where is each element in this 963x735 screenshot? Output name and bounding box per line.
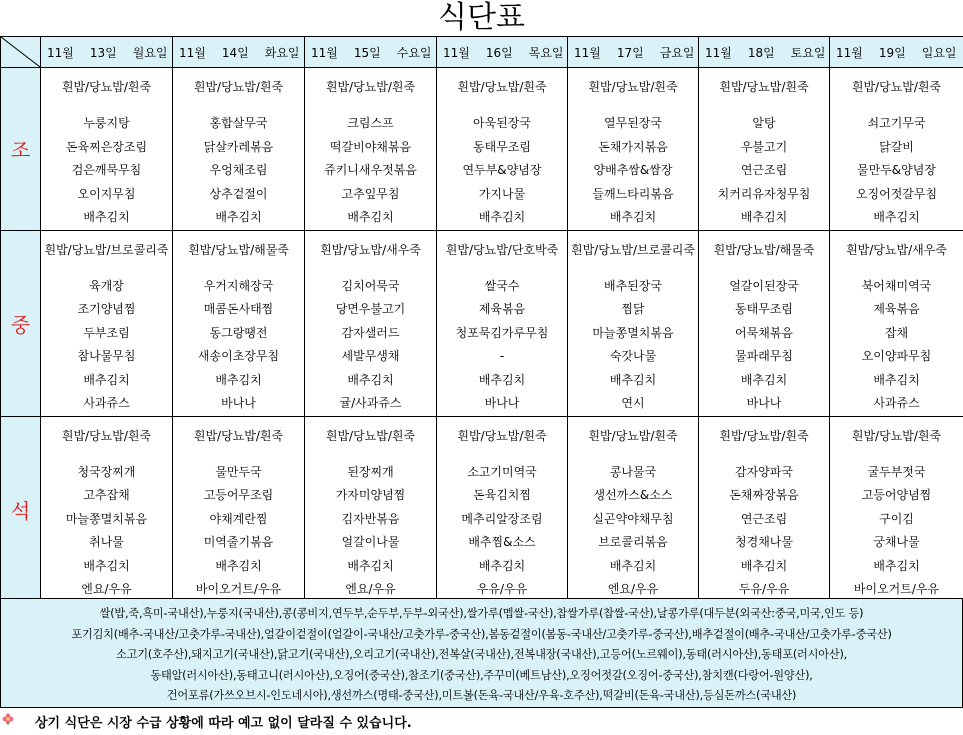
meal-label: 중 xyxy=(1,230,41,416)
corner-cell xyxy=(1,37,41,68)
dish-item: 찜닭 xyxy=(621,302,645,316)
meal-row xyxy=(1,416,963,602)
rice-options: 흰밥/당뇨밥/단호박죽 xyxy=(445,242,559,257)
dish-item: 고추잡채 xyxy=(83,488,130,502)
spacer xyxy=(305,447,436,461)
menu-cell xyxy=(437,416,568,602)
menu-cell xyxy=(830,416,963,602)
dish-item: 엔요/우유 xyxy=(607,582,659,596)
dish-item: 엔요/우유 xyxy=(345,582,396,596)
dish-item: 청경채나물 xyxy=(735,535,793,549)
day-date: 13일 xyxy=(89,45,117,60)
rice-options: 흰밥/당뇨밥/흰죽 xyxy=(851,428,942,443)
rice-options: 흰밥/당뇨밥/흰죽 xyxy=(719,428,809,443)
day-month: 11월 xyxy=(311,45,338,60)
menu-cell xyxy=(41,68,173,231)
dish-item: 사과쥬스 xyxy=(83,396,130,410)
day-weekday: 금요일 xyxy=(659,45,695,60)
dish-item: 배추김치 xyxy=(740,558,788,573)
rice-options: 흰밥/당뇨밥/새우죽 xyxy=(846,242,947,257)
rice-options: 흰밥/당뇨밥/새우죽 xyxy=(320,242,421,257)
dish-item: 얼갈이나물 xyxy=(341,535,400,549)
dish-item: 열무된장국 xyxy=(604,116,662,130)
dish-item: 물만두국 xyxy=(215,464,262,479)
footer-note: 상기 식단은 시장 수급 상황에 따라 예고 없이 달라질 수 있습니다. xyxy=(35,716,412,731)
dish-item: 배추김치 xyxy=(740,210,788,224)
dish-item: 연근조림 xyxy=(740,511,788,526)
dish-item: 마늘쫑멸치볶음 xyxy=(65,511,148,526)
dish-item: 브로콜리볶음 xyxy=(598,535,668,549)
dish-item: 김자반볶음 xyxy=(341,511,400,526)
day-month: 11월 xyxy=(574,45,601,60)
dish-item: 된장찌개 xyxy=(347,464,394,479)
footer xyxy=(0,711,963,733)
dish-item: 엔요/우유 xyxy=(81,582,132,596)
flower-icon xyxy=(2,713,14,725)
dish-item: 참나물무침 xyxy=(77,349,136,363)
menu-cell xyxy=(568,230,699,416)
dish-item: 들깨느타리볶음 xyxy=(592,186,674,201)
dish-item: 조기양념찜 xyxy=(77,302,136,316)
rice-options: 흰밥/당뇨밥/흰죽 xyxy=(457,428,547,443)
dish-item: 닭살카레볶음 xyxy=(203,139,274,154)
page-title: 식단표 xyxy=(438,0,525,35)
day-month: 11월 xyxy=(705,45,732,60)
dish-item: 미역줄기볶음 xyxy=(203,535,274,549)
day-month: 11월 xyxy=(179,45,206,60)
dish-item: 마늘쫑멸치볶음 xyxy=(592,325,674,340)
dish-item: 배추김치 xyxy=(609,372,657,387)
rice-options: 흰밥/당뇨밥/해물죽 xyxy=(188,242,289,257)
menu-cell xyxy=(568,416,699,602)
rice-options: 흰밥/당뇨밥/브로콜리죽 xyxy=(570,242,695,257)
dish-item: 홍합살무국 xyxy=(209,116,268,130)
day-date: 15일 xyxy=(353,45,381,60)
spacer xyxy=(173,261,304,275)
dish-item: 돈육김치찜 xyxy=(473,488,531,502)
day-weekday: 화요일 xyxy=(264,45,300,60)
dish-item: 크림스프 xyxy=(347,116,394,130)
dish-item: 배추김치 xyxy=(83,558,130,573)
dish-item: 실곤약야채무침 xyxy=(592,511,674,526)
spacer xyxy=(41,98,172,112)
dish-item: 두부조림 xyxy=(83,325,130,340)
menu-cell xyxy=(173,230,305,416)
dish-item: 감자샐러드 xyxy=(341,325,400,340)
dish-item: 배추김치 xyxy=(478,372,526,387)
dish-item: 우유/우유 xyxy=(476,582,528,596)
dish-item: 취나물 xyxy=(89,535,124,549)
menu-cell xyxy=(305,416,437,602)
day-month: 11월 xyxy=(836,45,863,60)
dish-item: 배추김치 xyxy=(740,372,788,387)
dish-item: 육개장 xyxy=(89,278,124,293)
dish-item: 연근조림 xyxy=(740,163,788,177)
meal-label: 조 xyxy=(1,68,41,231)
day-header-5 xyxy=(568,37,699,68)
dish-item: 우불고기 xyxy=(740,139,788,154)
day-date: 17일 xyxy=(616,45,644,60)
dish-item: 생선까스&소스 xyxy=(593,488,673,502)
day-weekday: 수요일 xyxy=(396,45,432,60)
spacer xyxy=(830,98,963,112)
dish-item: 배추찜&소스 xyxy=(468,535,536,549)
day-date: 19일 xyxy=(878,45,906,60)
rice-options: 흰밥/당뇨밥/해물죽 xyxy=(713,242,815,257)
origin-line: 소고기(호주산),돼지고기(국내산),닭고기(국내산),오리고기(국내산),전복살(국내산),전복내장(국내산),고등어(노르웨이),동태(러시아산),동태포(러시아산), xyxy=(116,648,847,661)
dish-item: 고추잎무침 xyxy=(341,186,400,201)
dish-item: 제육볶음 xyxy=(873,302,920,316)
dish-item: 오이지무침 xyxy=(77,186,136,201)
dish-item: 우엉채조림 xyxy=(209,163,268,177)
dish-item: 누룽지탕 xyxy=(83,116,130,130)
dish-item: 북어채미역국 xyxy=(861,278,932,293)
dish-item: 김치어묵국 xyxy=(341,278,400,293)
dish-item: 상추겉절이 xyxy=(209,186,268,201)
dish-item: 사과쥬스 xyxy=(873,396,920,410)
dish-item: 물파래무침 xyxy=(735,349,793,363)
menu-cell xyxy=(699,416,830,602)
menu-cell xyxy=(305,230,437,416)
dish-item: 양배추쌈&쌈장 xyxy=(593,163,673,177)
dish-item: 닭갈비 xyxy=(879,139,914,154)
spacer xyxy=(437,98,567,112)
spacer xyxy=(305,98,436,112)
dish-item: 고등어양념찜 xyxy=(861,488,932,502)
day-month: 11월 xyxy=(443,45,470,60)
spacer xyxy=(173,98,304,112)
dish-item: 동태무조림 xyxy=(735,302,793,316)
dish-item: 돈육찌은장조림 xyxy=(65,139,148,154)
dish-item: 돈채가지볶음 xyxy=(598,139,668,154)
dish-item: 배추김치 xyxy=(347,558,394,573)
origin-line: 동태알(러시아산),동태고니(러시아산),오징어(중국산),참조기(중국산),주꾸미(베트남산),오징어젓갈(오징어-중국산),참치캔(다랑어-원양산), xyxy=(150,668,813,682)
dish-item: 연시 xyxy=(621,396,645,410)
origin-line: 포기김치(배추-국내산/고춧가루-국내산),얼갈이겉절이(얼갈이-국내산/고춧가루-중국산),봄동겉절이(봄동-국내산/고춧가루-중국산),배추겉절이(배추-국내산/고춧가루-중국산) xyxy=(71,627,892,641)
meal-row xyxy=(1,68,963,231)
dish-item: 검은깨묵무침 xyxy=(71,163,142,177)
dish-item: 귤/사과쥬스 xyxy=(339,396,402,410)
dish-item: 가자미양념찜 xyxy=(335,488,406,502)
dish-item: 야채계란찜 xyxy=(209,511,268,526)
dish-item: 배추김치 xyxy=(215,210,262,224)
spacer xyxy=(41,261,172,275)
menu-cell xyxy=(699,68,830,231)
menu-cell xyxy=(173,416,305,602)
day-weekday: 목요일 xyxy=(528,45,564,60)
dish-item: 아욱된장국 xyxy=(473,116,531,130)
spacer xyxy=(41,447,172,461)
dish-item: 메추리알장조림 xyxy=(461,511,543,526)
day-header-2 xyxy=(173,37,305,68)
dish-item: 두유/우유 xyxy=(738,582,790,596)
dish-item: 숙갓나물 xyxy=(609,349,657,363)
day-date: 14일 xyxy=(221,45,249,60)
dish-item: 배추김치 xyxy=(215,558,262,573)
spacer xyxy=(568,98,698,112)
dish-item: 세발무생채 xyxy=(341,349,400,363)
spacer xyxy=(568,261,698,275)
dish-item: 배추김치 xyxy=(873,210,920,224)
origin-line: 쌀(밥,죽,흑미-국내산),누룽지(국내산),콩(콩비지,연두부,순두부,두부-외국산),쌀가루(멥쌀-국산),찹쌀가루(찹쌀-국산),날콩가루(대두분(외국산:중국,미국,인도 등) xyxy=(99,607,864,620)
dish-item: 배추김치 xyxy=(478,558,526,573)
rice-options: 흰밥/당뇨밥/흰죽 xyxy=(193,428,284,443)
dish-item: 알탕 xyxy=(752,116,776,130)
spacer xyxy=(173,447,304,461)
rice-options: 흰밥/당뇨밥/흰죽 xyxy=(325,80,416,94)
dish-item: 가지나물 xyxy=(478,186,526,201)
origin-line: 건어포류(가쓰오브시-인도네시아),생선까스(명태-중국산),미트볼(돈육-국내산/우육-호주산),떡갈비(돈육-국내산),등심돈까스(국내산) xyxy=(166,689,797,702)
rice-options: 흰밥/당뇨밥/흰죽 xyxy=(61,428,152,443)
dish-item: 바나나 xyxy=(221,396,256,410)
dish-item: 구이김 xyxy=(879,511,914,526)
dish-item: 청포묵김가루무침 xyxy=(455,325,549,340)
meal-row xyxy=(1,230,963,416)
rice-options: 흰밥/당뇨밥/흰죽 xyxy=(61,80,152,94)
dish-item: 배추김치 xyxy=(83,210,130,224)
spacer xyxy=(305,261,436,275)
day-month: 11월 xyxy=(47,45,74,60)
day-header-1 xyxy=(41,37,173,68)
dish-item: 오이양파무침 xyxy=(861,349,932,363)
rice-options: 흰밥/당뇨밥/흰죽 xyxy=(325,428,416,443)
spacer xyxy=(568,447,698,461)
spacer xyxy=(830,261,963,275)
dish-item: 배추김치 xyxy=(347,210,394,224)
spacer xyxy=(830,447,963,461)
dish-item: 당면우불고기 xyxy=(335,302,406,316)
dish-item: 굴두부젓국 xyxy=(867,464,926,479)
day-header-6 xyxy=(699,37,830,68)
menu-cell xyxy=(830,68,963,231)
dish-item: 콩나물국 xyxy=(609,464,657,479)
dish-item: 쥬키니새우젓볶음 xyxy=(324,163,417,177)
dish-item: 배추김치 xyxy=(609,558,657,573)
dish-item: 배추김치 xyxy=(215,372,262,387)
day-date: 18일 xyxy=(747,45,775,60)
rice-options: 흰밥/당뇨밥/흰죽 xyxy=(588,80,678,94)
dish-item: 청국장찌개 xyxy=(77,464,136,479)
rice-options: 흰밥/당뇨밥/브로콜리죽 xyxy=(44,242,169,257)
meal-table xyxy=(0,36,963,603)
dish-item: 얼갈이된장국 xyxy=(729,278,799,293)
dish-item: 새송이초장무침 xyxy=(197,349,280,363)
dish-item: 궁채나물 xyxy=(873,535,920,549)
day-header-3 xyxy=(305,37,437,68)
dish-item: 바이오거트/우유 xyxy=(853,582,940,596)
day-header-row xyxy=(1,37,963,68)
menu-cell xyxy=(437,68,568,231)
dish-item: 배추된장국 xyxy=(604,278,662,293)
spacer xyxy=(699,261,829,275)
spacer xyxy=(699,98,829,112)
dish-item: 쌀국수 xyxy=(484,278,520,293)
day-weekday: 일요일 xyxy=(921,45,957,60)
dish-item: 소고기미역국 xyxy=(467,464,537,479)
menu-cell xyxy=(41,230,173,416)
menu-cell xyxy=(699,230,830,416)
dish-item: 감자양파국 xyxy=(735,464,793,479)
dish-item: 동그랑땡전 xyxy=(209,325,268,340)
rice-options: 흰밥/당뇨밥/흰죽 xyxy=(851,80,942,94)
dish-item: 배추김치 xyxy=(873,558,920,573)
menu-cell xyxy=(41,416,173,602)
origin-notice xyxy=(0,598,963,708)
dish-item: 고등어무조림 xyxy=(203,488,274,502)
menu-cell xyxy=(437,230,568,416)
dish-item: 떡갈비야채볶음 xyxy=(329,139,412,154)
dish-item: 배추김치 xyxy=(83,372,130,387)
dish-item: 물만두&양념장 xyxy=(857,163,936,177)
spacer xyxy=(437,261,567,275)
rice-options: 흰밥/당뇨밥/흰죽 xyxy=(588,428,678,443)
meal-label: 석 xyxy=(1,416,41,602)
menu-cell xyxy=(305,68,437,231)
dish-item: 연두부&양념장 xyxy=(462,163,542,177)
diagonal-line xyxy=(1,37,40,67)
rice-options: 흰밥/당뇨밥/흰죽 xyxy=(719,80,809,94)
rice-options: 흰밥/당뇨밥/흰죽 xyxy=(193,80,284,94)
dish-item: 매콤돈사태찜 xyxy=(203,302,274,316)
dish-item: 배추김치 xyxy=(347,372,394,387)
dish-item: 오징어젓갈무침 xyxy=(855,186,938,201)
dish-item: - xyxy=(499,349,505,363)
day-header-7 xyxy=(830,37,963,68)
dish-item: 제육볶음 xyxy=(478,302,526,316)
dish-item: 바나나 xyxy=(484,396,520,410)
dish-item: 배추김치 xyxy=(478,210,526,224)
spacer xyxy=(699,447,829,461)
menu-cell xyxy=(173,68,305,231)
dish-item: 돈채짜장볶음 xyxy=(729,488,799,502)
day-date: 16일 xyxy=(485,45,513,60)
day-weekday: 토요일 xyxy=(790,45,826,60)
dish-item: 치커리유자청무침 xyxy=(717,186,811,201)
menu-cell xyxy=(830,230,963,416)
day-weekday: 월요일 xyxy=(132,45,168,60)
dish-item: 쇠고기무국 xyxy=(867,116,926,130)
spacer xyxy=(437,447,567,461)
dish-item: 배추김치 xyxy=(609,210,657,224)
dish-item: 배추김치 xyxy=(873,372,920,387)
dish-item: 우거지해장국 xyxy=(203,278,274,293)
dish-item: 바나나 xyxy=(746,396,782,410)
dish-item: 잡채 xyxy=(884,325,909,340)
rice-options: 흰밥/당뇨밥/흰죽 xyxy=(457,80,547,94)
dish-item: 어묵채볶음 xyxy=(735,325,793,340)
dish-item: 동태무조림 xyxy=(473,139,531,154)
day-header-4 xyxy=(437,37,568,68)
menu-cell xyxy=(568,68,699,231)
dish-item: 바이오거트/우유 xyxy=(195,582,282,596)
